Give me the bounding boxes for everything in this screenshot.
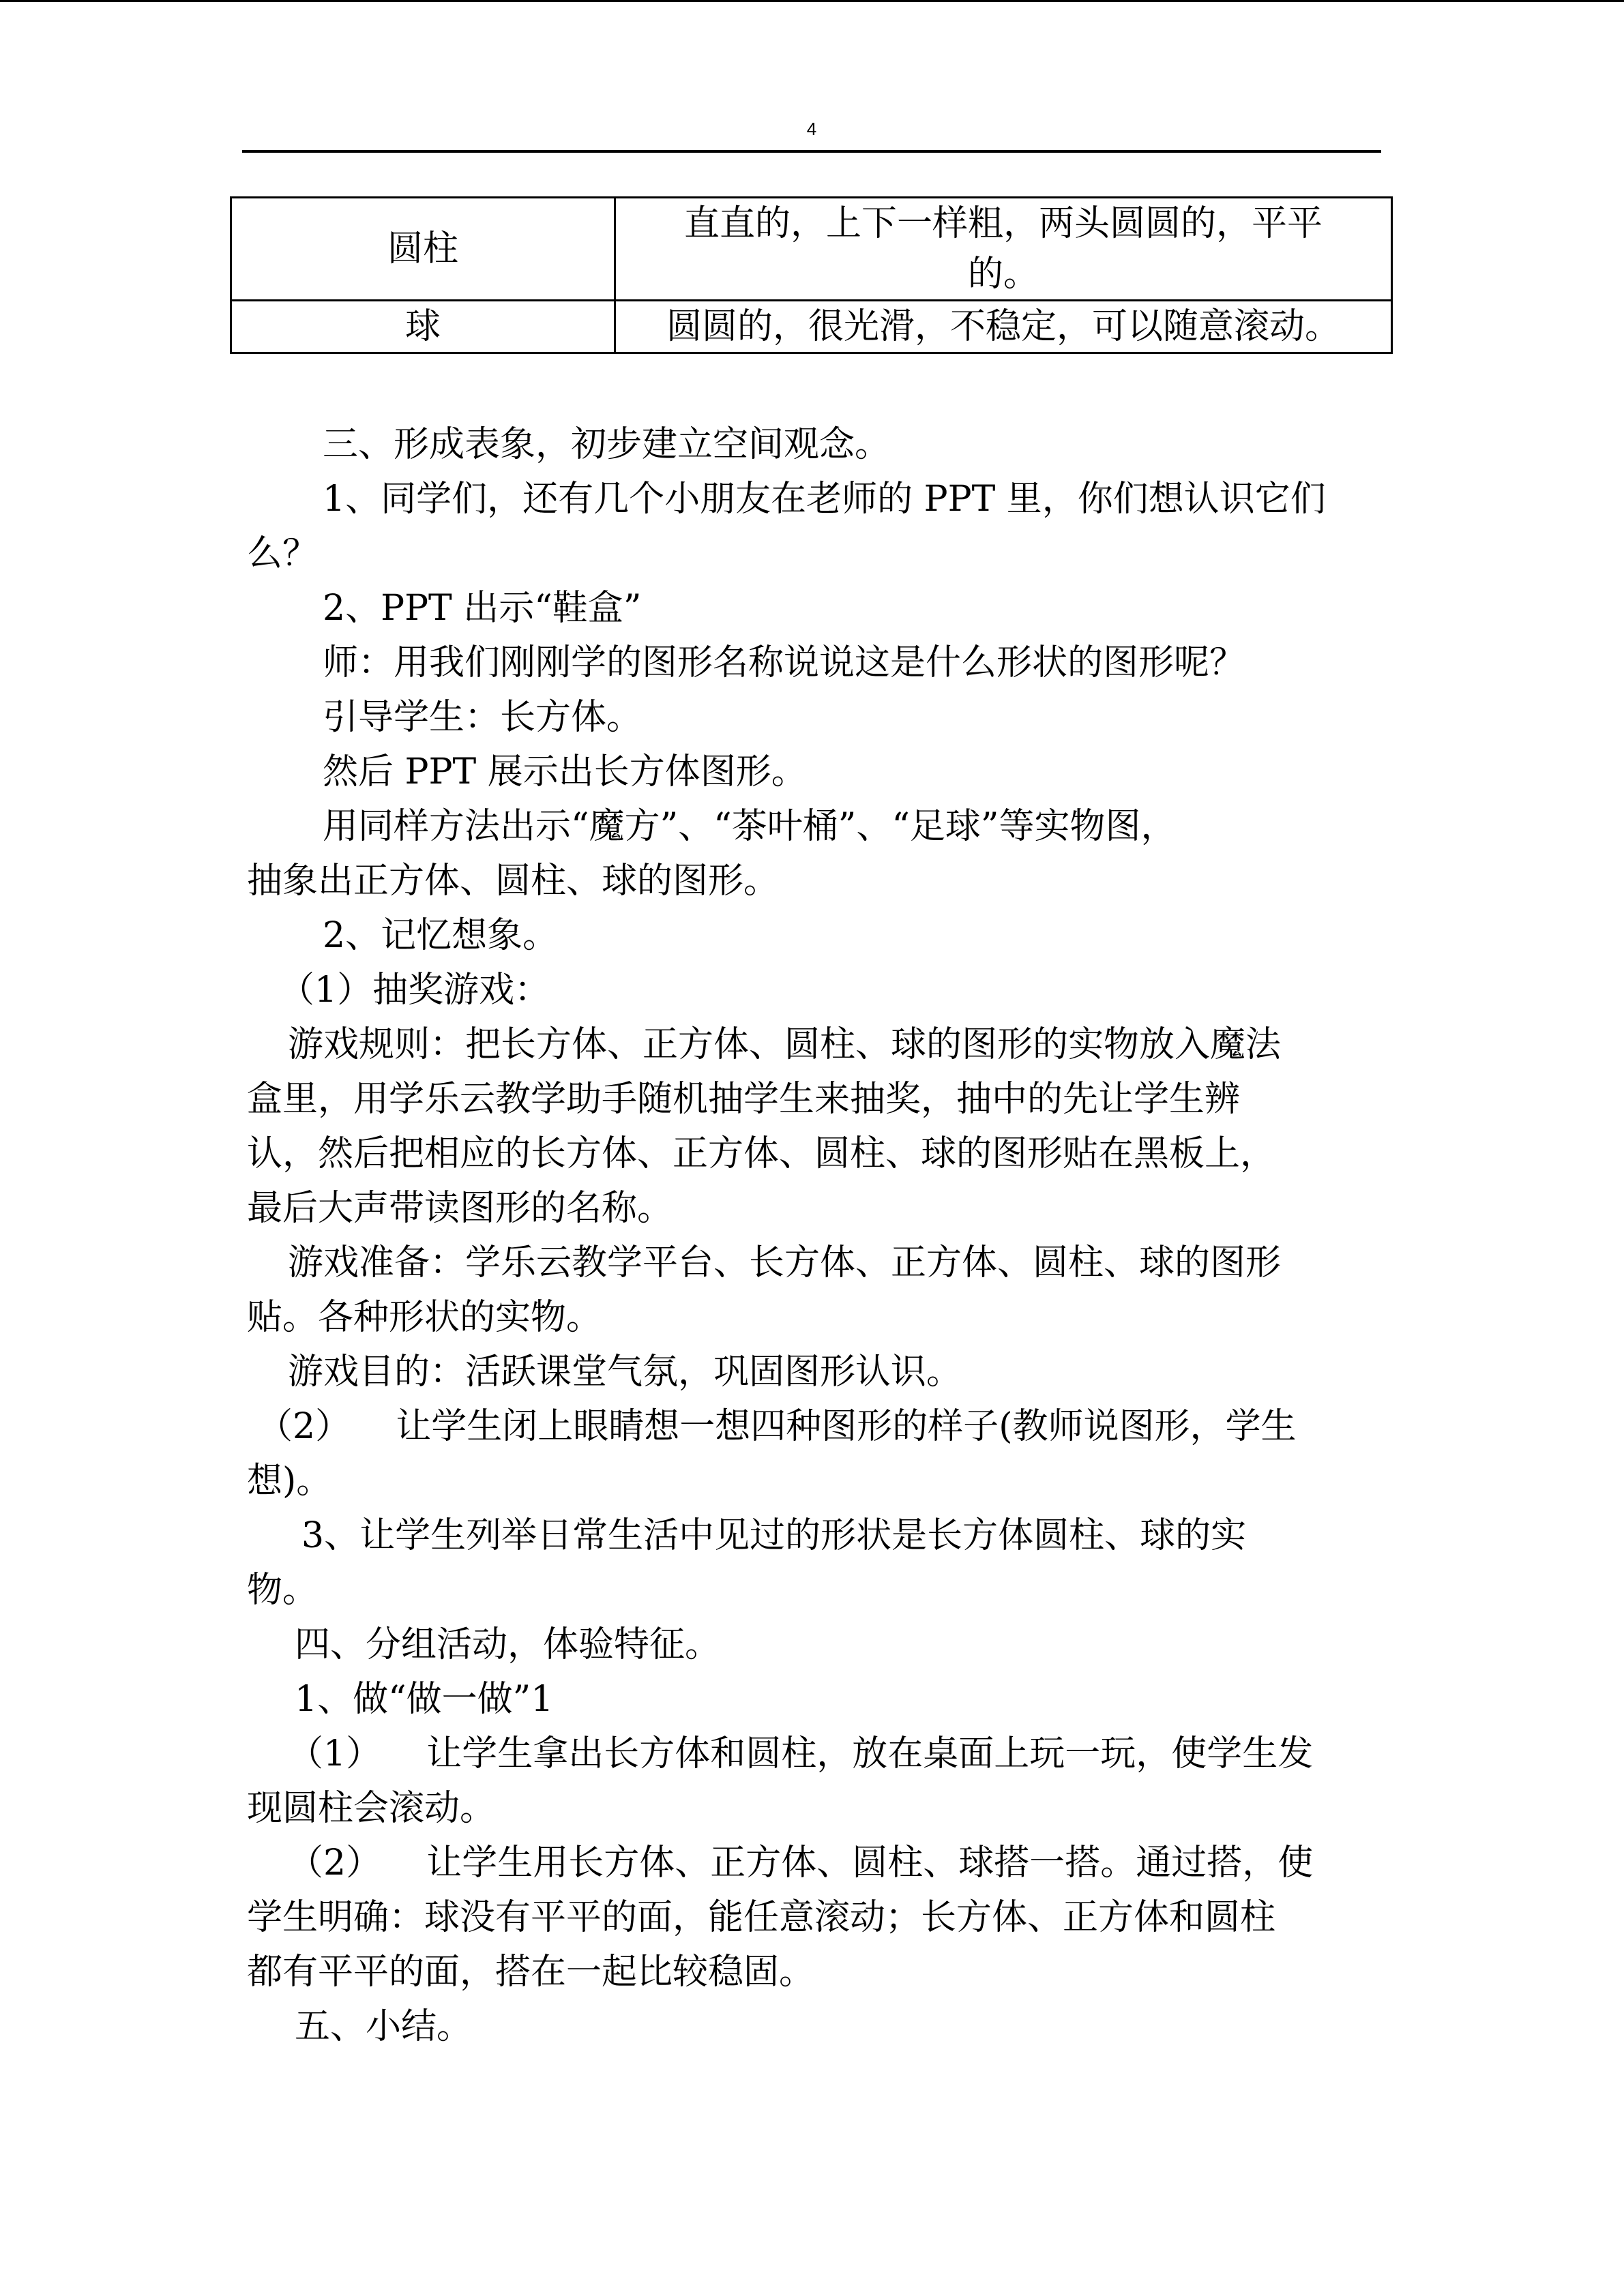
page-header [242,116,1381,153]
paragraph-line: （2） 让学生闭上眼睛想一想四种图形的样子(教师说图形，学生 [257,1406,1297,1447]
section-heading: 三、形成表象，初步建立空间观念。 [323,424,891,465]
shape-name-cell: 球 [231,301,615,353]
paragraph-line: 抽象出正方体、圆柱、球的图形。 [247,861,780,901]
paragraph-line: 游戏目的：活跃课堂气氛，巩固图形认识。 [288,1352,962,1392]
shape-desc-line: 的。 [967,254,1039,295]
paragraph-line: 贴。各种形状的实物。 [247,1297,602,1338]
paragraph-line: 想)。 [247,1461,332,1502]
paragraph-line: 都有平平的面，搭在一起比较稳固。 [247,1952,815,1993]
paragraph-line: 2、PPT 出示“鞋盒” [323,588,642,629]
paragraph-line: （2） 让学生用长方体、正方体、圆柱、球搭一搭。通过搭，使 [288,1843,1314,1883]
section-heading: 四、分组活动，体验特征。 [295,1624,721,1665]
paragraph-line: 游戏准备：学乐云教学平台、长方体、正方体、圆柱、球的图形 [288,1242,1282,1283]
paragraph-line: 3、让学生列举日常生活中见过的形状是长方体圆柱、球的实 [301,1515,1247,1556]
paragraph-line: 么？ [247,533,319,574]
shape-desc-line: 圆圆的，很光滑，不稳定，可以随意滚动。 [666,306,1340,347]
paragraph-line: 游戏规则：把长方体、正方体、圆柱、球的图形的实物放入魔法 [288,1024,1282,1065]
shape-name-cell: 圆柱 [231,198,615,301]
shape-desc-cell [615,198,1392,301]
paragraph-line: （1） 让学生拿出长方体和圆柱，放在桌面上玩一玩，使学生发 [288,1733,1314,1774]
page-number: 4 [806,119,817,139]
shape-feature-table [230,196,1393,354]
paragraph-line: 1、同学们，还有几个小朋友在老师的 PPT 里，你们想认识它们 [323,479,1326,520]
paragraph-line: 2、记忆想象。 [323,915,559,956]
table-row [231,301,1392,353]
paragraph-line: （1）抽奖游戏： [279,970,550,1011]
paragraph-line: 物。 [247,1570,319,1611]
paragraph-line: 然后 PPT 展示出长方体图形。 [323,751,807,792]
shape-desc-cell [615,301,1392,353]
top-border [0,0,1624,2]
shape-desc-line: 直直的，上下一样粗，两头圆圆的，平平 [683,203,1323,244]
paragraph-line: 用同样方法出示“魔方”、“茶叶桶”、“足球”等实物图， [323,806,1177,847]
paragraph-line: 1、做“做一做”1 [295,1679,554,1720]
section-heading: 五、小结。 [295,2006,473,2047]
paragraph-line: 最后大声带读图形的名称。 [247,1188,673,1229]
paragraph-line: 认，然后把相应的长方体、正方体、圆柱、球的图形贴在黑板上， [247,1133,1276,1174]
paragraph-line: 盒里，用学乐云教学助手随机抽学生来抽奖，抽中的先让学生辨 [247,1079,1241,1120]
paragraph-line: 现圆柱会滚动。 [247,1788,496,1829]
table-row [231,198,1392,301]
lesson-body [247,417,1379,2054]
paragraph-line: 师：用我们刚刚学的图形名称说说这是什么形状的图形呢？ [323,642,1245,683]
paragraph-line: 引导学生：长方体。 [323,697,643,738]
paragraph-line: 学生明确：球没有平平的面，能任意滚动；长方体、正方体和圆柱 [247,1897,1276,1938]
